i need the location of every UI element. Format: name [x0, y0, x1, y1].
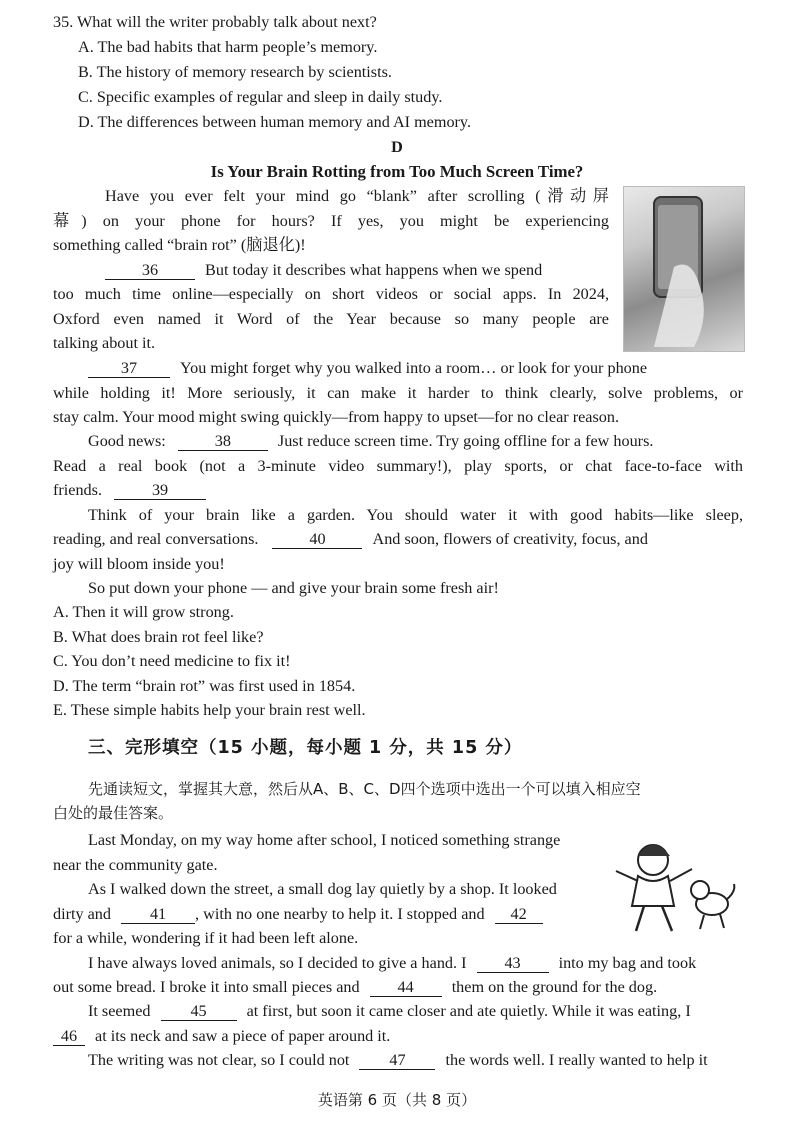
passage-d-option-b: B. What does brain rot feel like?	[53, 628, 264, 646]
passage-letter: D	[391, 138, 403, 156]
para4-line2: Read a real book (not a 3-minute video summary!), play sports, or chat face-to-face with	[53, 457, 743, 475]
para5-line1: Think of your brain like a garden. You should water it with good habits—like sleep,	[88, 506, 743, 524]
para2-line4: talking about it.	[53, 334, 156, 352]
section-heading: 三、完形填空（15 小题，每小题 1 分，共 15 分）	[88, 738, 523, 758]
para2-line1: But today it describes what happens when we spend	[205, 261, 543, 279]
cloze-para5-prefix: The writing was not clear, so I could not	[88, 1051, 350, 1069]
para3-line1: You might forget why you walked into a room… or look for your phone	[180, 359, 648, 377]
blank-38: 38	[178, 432, 268, 451]
cloze-para4-line2: at its neck and saw a piece of paper around it.	[95, 1027, 391, 1045]
passage-d-option-d: D. The term “brain rot” was first used in 1854.	[53, 677, 356, 695]
blank-42: 42	[495, 905, 543, 924]
para4-line3: friends.	[53, 481, 102, 499]
para5-line3: joy will bloom inside you!	[53, 555, 225, 573]
blank-41: 41	[121, 905, 195, 924]
para2-line2: too much time online—especially on short videos or social apps. In 2024,	[53, 285, 609, 303]
q35-option-c: C. Specific examples of regular and sleep in daily study.	[78, 88, 443, 106]
cloze-para3-suffix: into my bag and took	[558, 954, 697, 972]
para1-line2: 幕) on your phone for hours? If yes, you might be experiencing	[53, 212, 609, 230]
blank-43: 43	[477, 954, 549, 973]
para3-line3: stay calm. Your mood might swing quickly—from happy to upset—for no clear reason.	[53, 408, 620, 426]
para2-line3: Oxford even named it Word of the Year because so many people are	[53, 310, 609, 328]
cloze-para3-line2-suffix: them on the ground for the dog.	[451, 978, 658, 996]
para6: So put down your phone — and give your brain some fresh air!	[88, 579, 499, 597]
cloze-para1-line1: Last Monday, on my way home after school, I noticed something strange	[88, 831, 561, 849]
q35-option-a: A. The bad habits that harm people’s memory.	[78, 38, 378, 56]
blank-45: 45	[161, 1002, 237, 1021]
passage-d-option-c: C. You don’t need medicine to fix it!	[53, 652, 291, 670]
passage-title: Is Your Brain Rotting from Too Much Screen Time?	[210, 162, 584, 181]
para5-line2-prefix: reading, and real conversations.	[53, 530, 259, 548]
q35-option-d: D. The differences between human memory and AI memory.	[78, 113, 472, 131]
page-footer: 英语第 6 页（共 8 页）	[317, 1091, 477, 1109]
blank-44: 44	[370, 978, 442, 997]
para1-line3: something called “brain rot” (脑退化)!	[53, 236, 306, 254]
blank-37: 37	[88, 359, 170, 378]
cloze-para5-suffix: the words well. I really wanted to help it	[445, 1051, 708, 1069]
passage-d-option-e: E. These simple habits help your brain rest well.	[53, 701, 366, 719]
question-35: 35. What will the writer probably talk about next?	[53, 13, 377, 31]
cloze-para4-suffix: at first, but soon it came closer and ate quietly. While it was eating, I	[246, 1002, 691, 1020]
girl-and-dog-illustration	[608, 836, 743, 936]
blank-47: 47	[359, 1051, 435, 1070]
instructions-line1: 先通读短文，掌握其大意，然后从A、B、C、D四个选项中选出一个可以填入相应空	[88, 780, 641, 798]
instructions-line2: 白处的最佳答案。	[53, 804, 174, 822]
cloze-para2-line1: As I walked down the street, a small dog lay quietly by a shop. It looked	[88, 880, 557, 898]
cloze-para2-line3: for a while, wondering if it had been left alone.	[53, 929, 359, 947]
blank-46: 46	[53, 1027, 85, 1046]
para1-line1: Have you ever felt your mind go “blank” after scrolling (滑动屏	[105, 187, 609, 205]
passage-d-option-a: A. Then it will grow strong.	[53, 603, 234, 621]
cloze-para4-prefix: It seemed	[88, 1002, 151, 1020]
para4-line1: Just reduce screen time. Try going offline for a few hours.	[277, 432, 654, 450]
para4-prefix: Good news:	[88, 432, 166, 450]
cloze-para1-line2: near the community gate.	[53, 856, 218, 874]
cloze-para3-prefix: I have always loved animals, so I decided to give a hand. I	[88, 954, 467, 972]
cloze-para2-prefix: dirty and	[53, 905, 111, 923]
blank-36: 36	[105, 261, 195, 280]
blank-39: 39	[114, 481, 206, 500]
cloze-para3-line2-prefix: out some bread. I broke it into small pieces and	[53, 978, 360, 996]
cloze-para2-middle: , with no one nearby to help it. I stopped and	[195, 905, 485, 923]
blank-40: 40	[272, 530, 362, 549]
para3-line2: while holding it! More seriously, it can make it harder to think clearly, solve problems, or	[53, 384, 743, 402]
phone-photo	[623, 186, 745, 352]
para5-line2-suffix: And soon, flowers of creativity, focus, and	[372, 530, 648, 548]
q35-option-b: B. The history of memory research by scientists.	[78, 63, 392, 81]
